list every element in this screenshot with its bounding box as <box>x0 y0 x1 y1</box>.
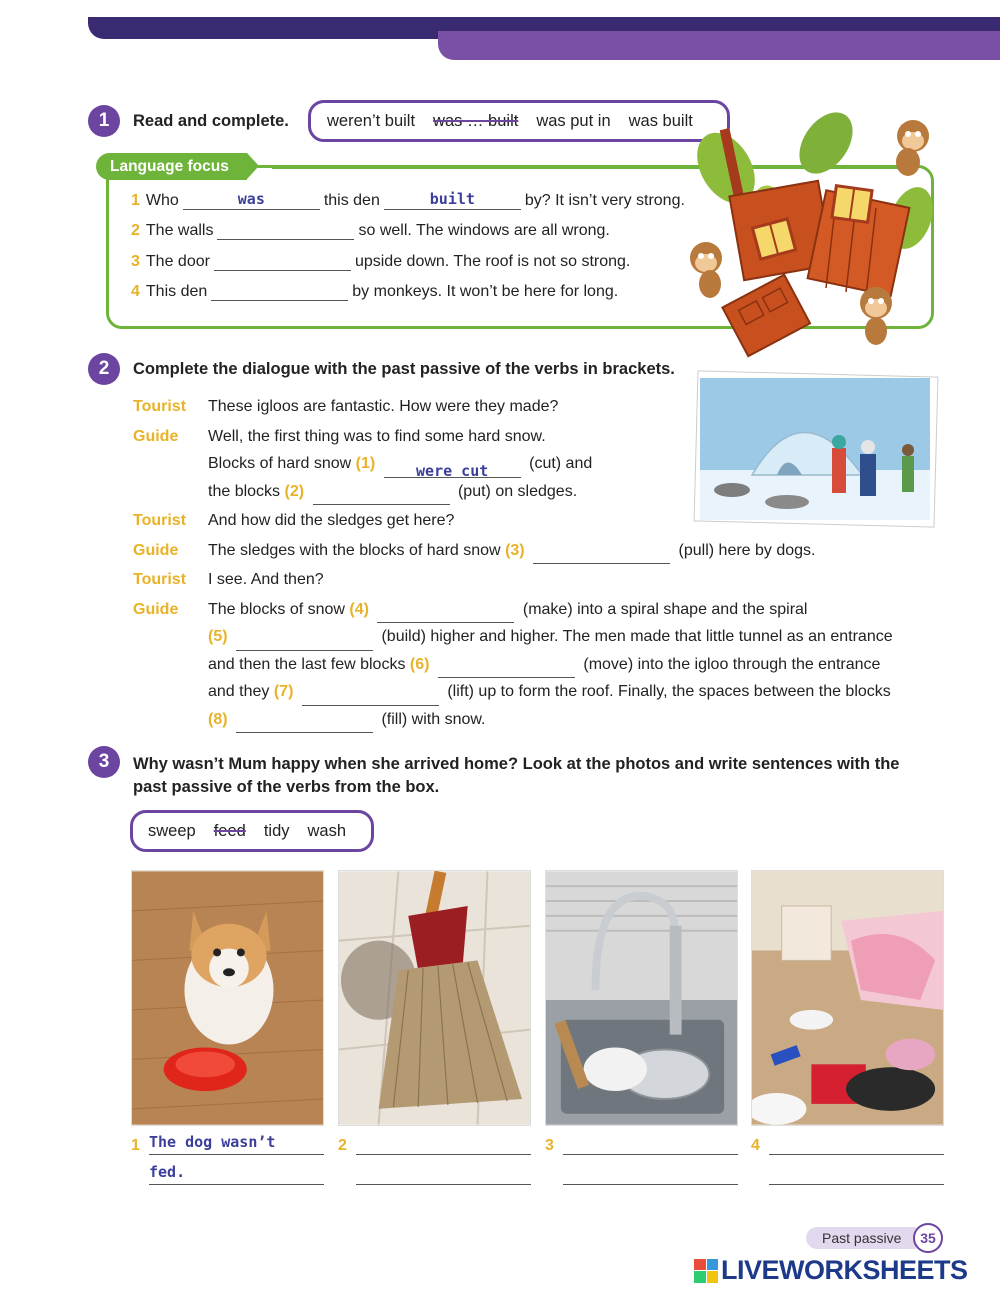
dialogue-text: And how did the sledges get here? <box>208 512 455 529</box>
monkey-den-illustration <box>676 108 948 358</box>
exercise-1-word-box <box>308 100 730 142</box>
gap-number: (3) <box>505 541 525 559</box>
speaker-label: Tourist <box>133 398 187 415</box>
liveworksheets-logo-icon <box>694 1259 718 1283</box>
answer-field[interactable] <box>313 485 450 505</box>
answer-number: 1 <box>131 1137 140 1154</box>
top-banner-light <box>438 31 1000 60</box>
exercise-2-number: 2 <box>88 353 120 385</box>
answer-field[interactable] <box>356 1133 531 1155</box>
answer-block-3 <box>545 1133 738 1185</box>
dialogue-line <box>133 706 943 734</box>
dialogue-line <box>133 623 943 651</box>
exercise-3-title-line: Why wasn’t Mum happy when she arrived home? Look at the photos and write sentences with the <box>133 755 900 773</box>
item-text: by monkeys. It won’t be here for long. <box>352 283 619 300</box>
ex1-item-2 <box>131 220 610 240</box>
word-option: wash <box>307 821 347 840</box>
word-option: was put in <box>536 111 611 130</box>
dialogue-text: I see. And then? <box>208 571 324 588</box>
dialogue-text: (move) into the igloo through the entrance <box>583 655 881 673</box>
speaker-label: Tourist <box>133 512 187 529</box>
ex1-item-4 <box>131 281 618 301</box>
answer-number: 2 <box>338 1137 347 1154</box>
gap-number: (2) <box>284 482 305 500</box>
gap-number: (1) <box>355 455 376 472</box>
brand-text: LIVEWORKSHEETS <box>721 1255 968 1285</box>
footer-topic: Past passive <box>806 1227 916 1249</box>
dialogue-text: (pull) here by dogs. <box>678 541 816 559</box>
dialogue-line <box>133 651 943 679</box>
item-number: 4 <box>131 283 140 300</box>
answer-field[interactable] <box>377 603 514 623</box>
language-focus-label: Language focus <box>110 157 229 175</box>
dialogue-text: and then the last few blocks <box>208 655 406 673</box>
item-text: this den <box>323 192 380 209</box>
answer-field[interactable] <box>356 1163 531 1185</box>
answer-field[interactable] <box>533 544 670 564</box>
speaker-label: Guide <box>133 600 179 618</box>
photo-puppy-empty-bowl <box>131 870 324 1126</box>
answer-field[interactable]: fed. <box>149 1163 324 1185</box>
dialogue-line <box>133 678 943 706</box>
item-text: so well. The windows are all wrong. <box>358 222 610 239</box>
answer-block-2 <box>338 1133 531 1185</box>
word-option: weren’t built <box>327 111 416 130</box>
dialogue-text: (cut) and <box>529 455 593 472</box>
dialogue-text: and they <box>208 683 270 700</box>
dialogue <box>133 393 943 733</box>
answer-field[interactable] <box>563 1163 738 1185</box>
dialogue-text: (put) on sledges. <box>457 482 578 500</box>
item-text: by? It isn’t very strong. <box>524 192 685 209</box>
gap-number: (5) <box>208 628 228 645</box>
dialogue-text: (build) higher and higher. The men made that little tunnel as an entrance <box>381 628 893 645</box>
gap-number: (6) <box>409 655 430 673</box>
item-text: Who <box>145 192 179 209</box>
answer-field[interactable] <box>563 1133 738 1155</box>
gap-number: (8) <box>208 710 228 728</box>
photo-broom-dirty-floor <box>338 870 531 1126</box>
answer-field[interactable]: was <box>183 190 320 210</box>
item-text: The door <box>145 253 210 270</box>
ex1-item-3 <box>131 251 630 271</box>
exercise-3-word-box <box>130 810 374 852</box>
answer-field[interactable] <box>769 1133 944 1155</box>
dialogue-text: Blocks of hard snow <box>208 455 352 472</box>
item-number: 1 <box>131 192 140 209</box>
answer-field[interactable] <box>217 220 354 240</box>
exercise-2-title: Complete the dialogue with the past passive of the verbs in brackets. <box>133 360 675 378</box>
word-option: was built <box>628 111 693 130</box>
speaker-label: Guide <box>133 541 179 559</box>
exercise-3-title <box>133 753 899 799</box>
page-number: 35 <box>913 1223 943 1253</box>
word-option-used: feed <box>213 821 246 840</box>
answer-field[interactable] <box>438 658 575 678</box>
photo-messy-bedroom <box>751 870 944 1126</box>
item-text: This den <box>145 283 208 300</box>
liveworksheets-brand <box>694 1255 968 1286</box>
item-text: upside down. The roof is not so strong. <box>354 253 631 270</box>
answer-field[interactable]: built <box>384 190 521 210</box>
item-number: 3 <box>131 253 140 270</box>
dialogue-text: The blocks of snow <box>208 600 345 618</box>
exercise-3-number: 3 <box>88 746 120 778</box>
language-focus-tag <box>96 153 247 180</box>
answer-field[interactable] <box>214 251 351 271</box>
answer-field[interactable] <box>769 1163 944 1185</box>
photo-dirty-dishes-sink <box>545 870 738 1126</box>
answer-field[interactable] <box>211 281 348 301</box>
gap-number: (4) <box>349 600 369 618</box>
item-text: The walls <box>145 222 214 239</box>
word-option: tidy <box>263 821 290 840</box>
speaker-label: Guide <box>133 427 179 445</box>
dialogue-text: The sledges with the blocks of hard snow <box>208 541 501 559</box>
dialogue-text: the blocks <box>208 482 281 500</box>
item-number: 2 <box>131 222 140 239</box>
dialogue-text: (lift) up to form the roof. Finally, the spaces between the blocks <box>447 683 891 700</box>
answer-field[interactable]: were cut <box>384 458 521 478</box>
answer-field[interactable]: The dog wasn’t <box>149 1133 324 1155</box>
dialogue-text: Well, the first thing was to find some hard snow. <box>208 427 546 445</box>
exercise-3-title-line: past passive of the verbs from the box. <box>133 778 440 796</box>
answer-number: 3 <box>545 1137 554 1154</box>
exercise-1-number: 1 <box>88 105 120 137</box>
dialogue-text: These igloos are fantastic. How were they made? <box>208 398 559 415</box>
dialogue-line <box>133 478 943 506</box>
answer-block-1 <box>131 1133 324 1185</box>
answer-field[interactable] <box>236 713 373 733</box>
answer-field[interactable] <box>302 686 439 706</box>
gap-number: (7) <box>273 683 294 700</box>
word-option: sweep <box>148 821 196 840</box>
dialogue-line <box>133 450 943 478</box>
answer-block-4 <box>751 1133 944 1185</box>
speaker-label: Tourist <box>133 571 187 588</box>
dialogue-text: (fill) with snow. <box>381 710 486 728</box>
exercise-1-title: Read and complete. <box>133 112 289 130</box>
dialogue-text: (make) into a spiral shape and the spiral <box>522 600 808 618</box>
word-option-used: was … built <box>433 111 519 130</box>
answer-field[interactable] <box>236 631 373 651</box>
ex1-item-1 <box>131 190 685 210</box>
answer-number: 4 <box>751 1137 760 1154</box>
